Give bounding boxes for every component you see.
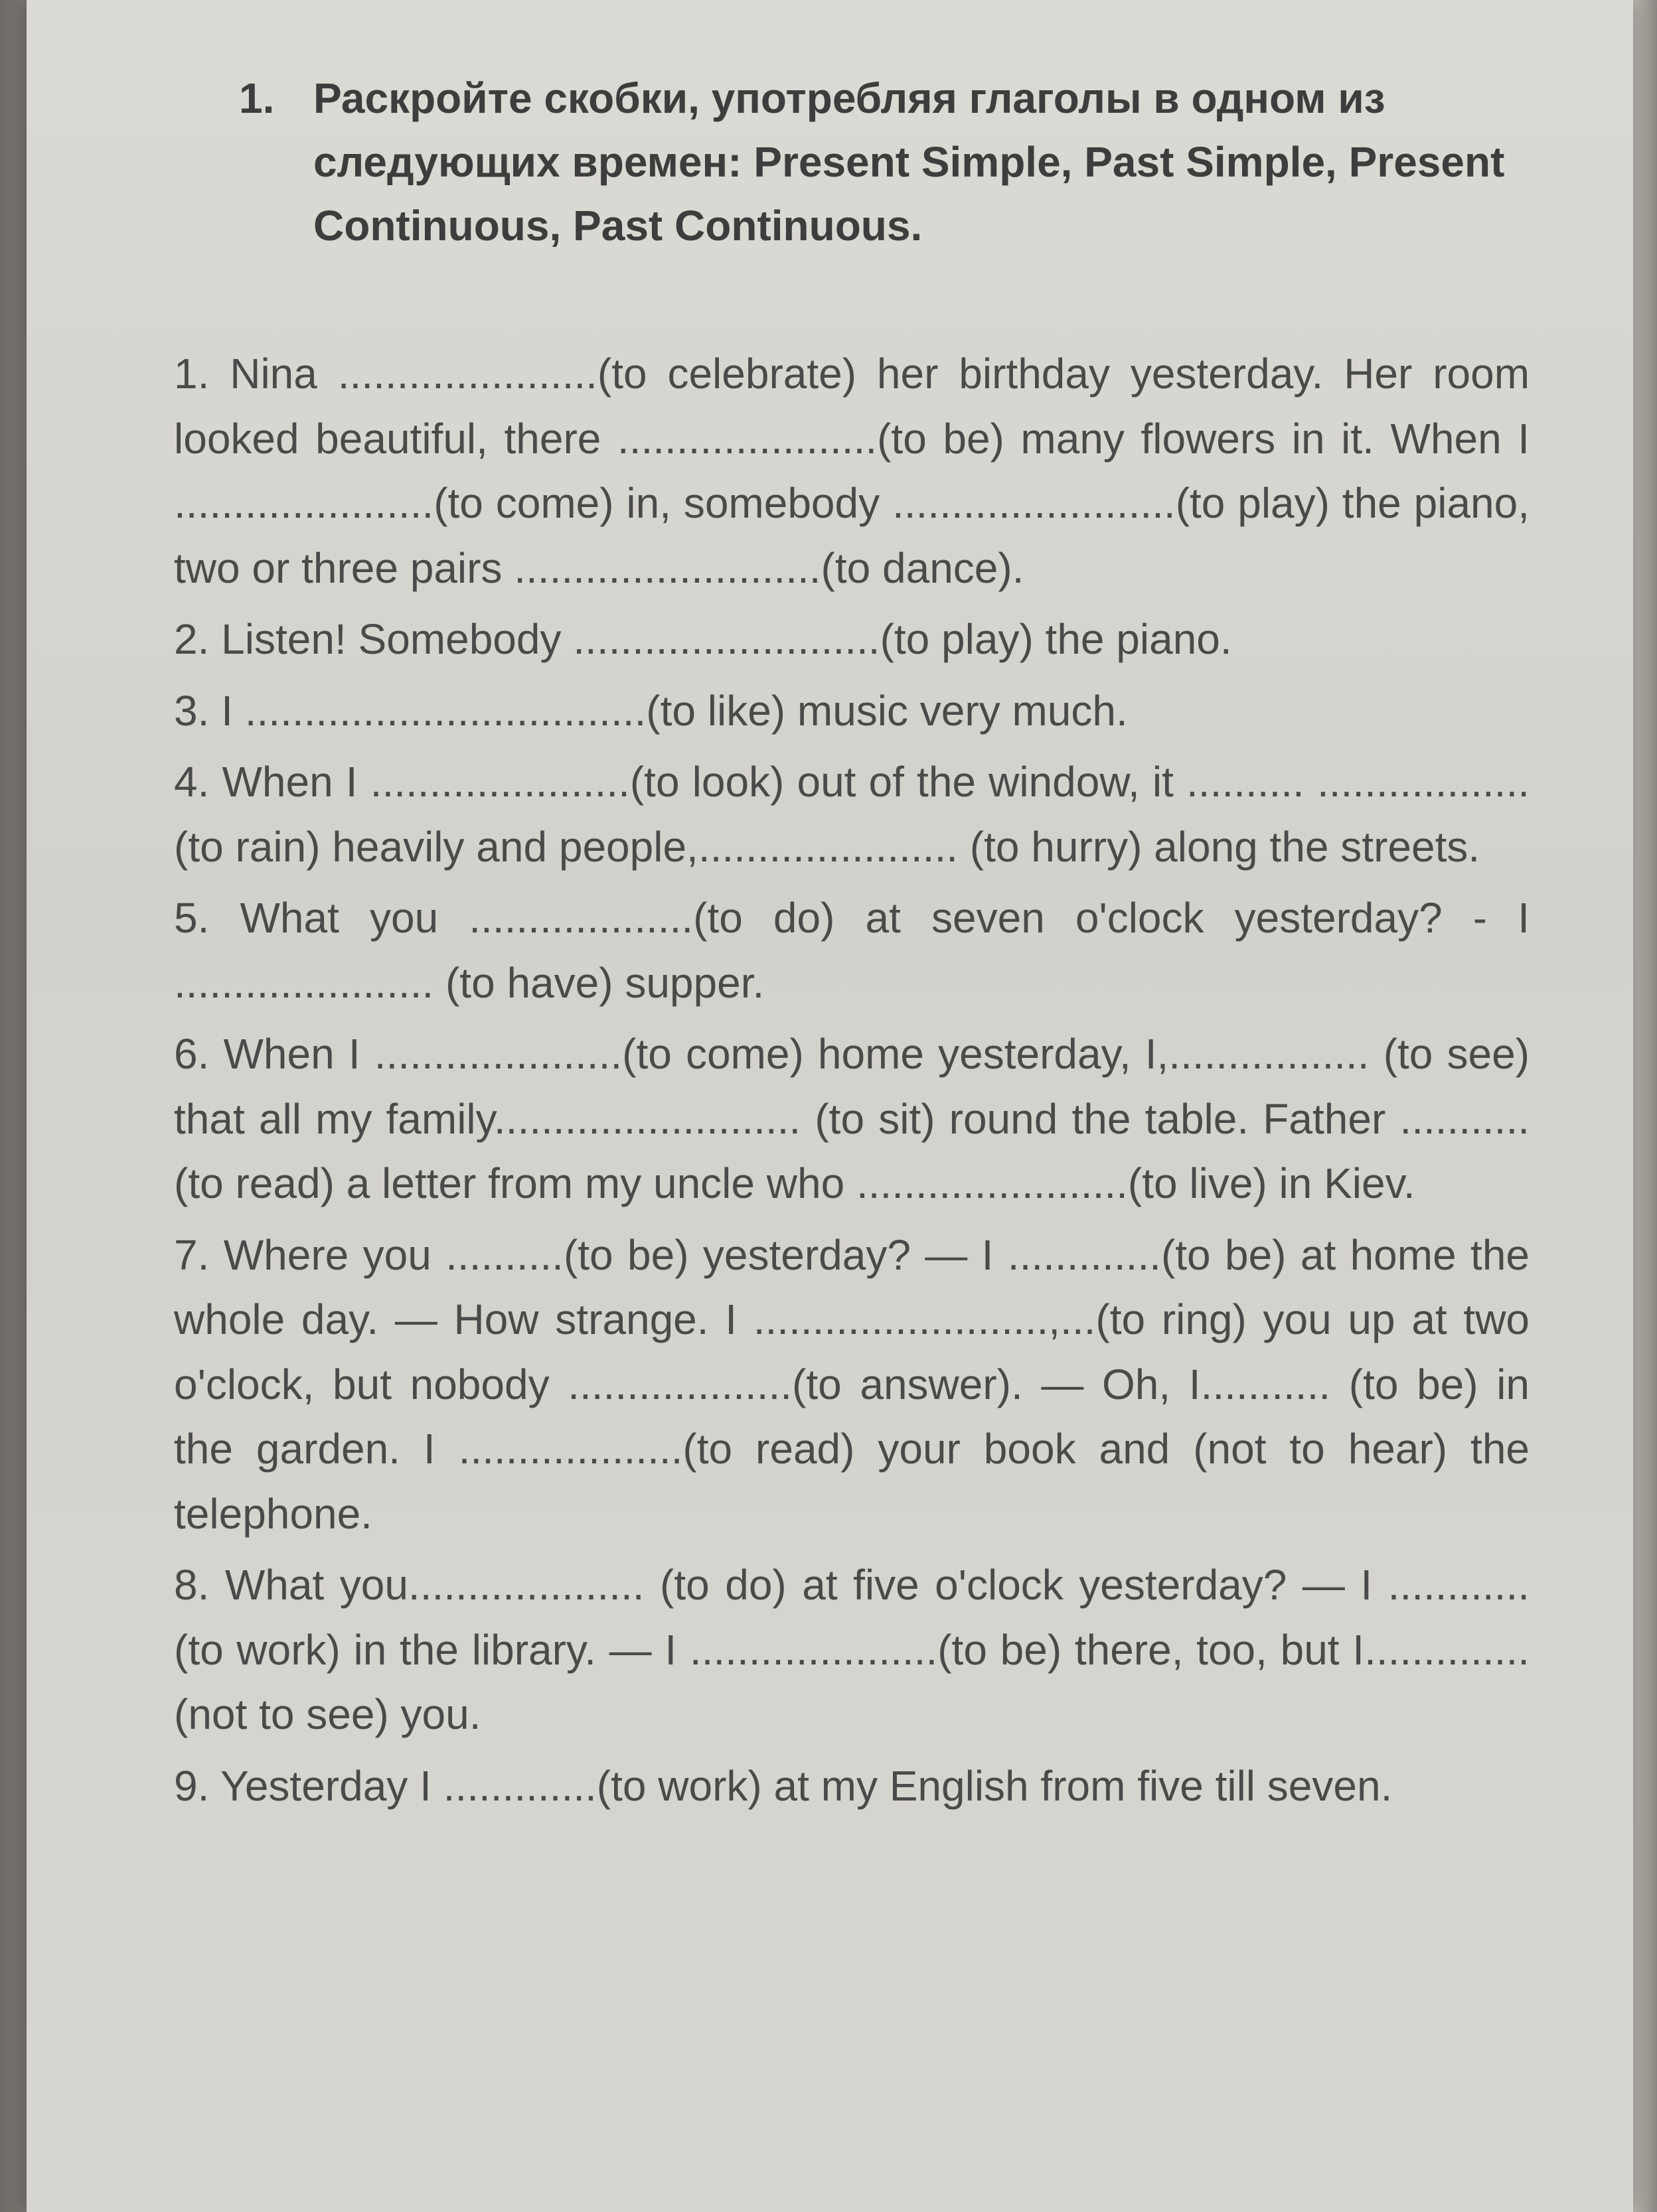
background-right	[1630, 0, 1657, 2212]
task-header	[239, 66, 1553, 258]
task-number: 1.	[239, 74, 275, 122]
exercise-item-6: 6. When I .....................(to come) home yesterday, I,................. (to see) that all my family.......................... (to sit) round the table. Father ........... (to read) a letter from my uncle who .......................(to live) in Kiev.	[174, 1030, 1530, 1207]
exercise-item-8: 8. What you.................... (to do) at five o'clock yesterday? — I ............ (to work) in the library. — I .....................(to be) there, too, but I.............. (not to see) you.	[174, 1561, 1530, 1738]
exercise-item-5: 5. What you ...................(to do) at seven o'clock yesterday? - I ...................... (to have) supper.	[174, 894, 1530, 1007]
worksheet-page	[27, 0, 1633, 2212]
exercise-item-3: 3. I ..................................(to like) music very much.	[174, 686, 1128, 735]
exercise-item-1: 1. Nina ......................(to celebrate) her birthday yesterday. Her room looked beautiful, there ......................(to be) many flowers in it. When I ......................(to come) in, somebody ........................(to play) the piano, two or three pairs ..........................(to dance).	[174, 350, 1530, 592]
exercise-item-2: 2. Listen! Somebody ..........................(to play) the piano.	[174, 615, 1232, 663]
exercise-item-7: 7. Where you ..........(to be) yesterday? — I .............(to be) at home the whole day. — How strange. I .........................,...(to ring) you up at two o'clock, but nobody ...................(to answer). — Oh, I........... (to be) in the garden. I ...................(to read) your book and (not to hear) the telephone.	[174, 1230, 1530, 1538]
exercise-list	[174, 342, 1530, 1825]
exercise-item-4: 4. When I ......................(to look) out of the window, it .......... .................. (to rain) heavily and people,...................... (to hurry) along the streets.	[174, 758, 1530, 871]
exercise-item-9: 9. Yesterday I .............(to work) at my English from five till seven.	[174, 1761, 1393, 1810]
task-instruction: Раскройте скобки, употребляя глаголы в одном из следующих времен: Present Simple, Past Simple, Present Continuous, Past Continuous.	[313, 74, 1505, 250]
